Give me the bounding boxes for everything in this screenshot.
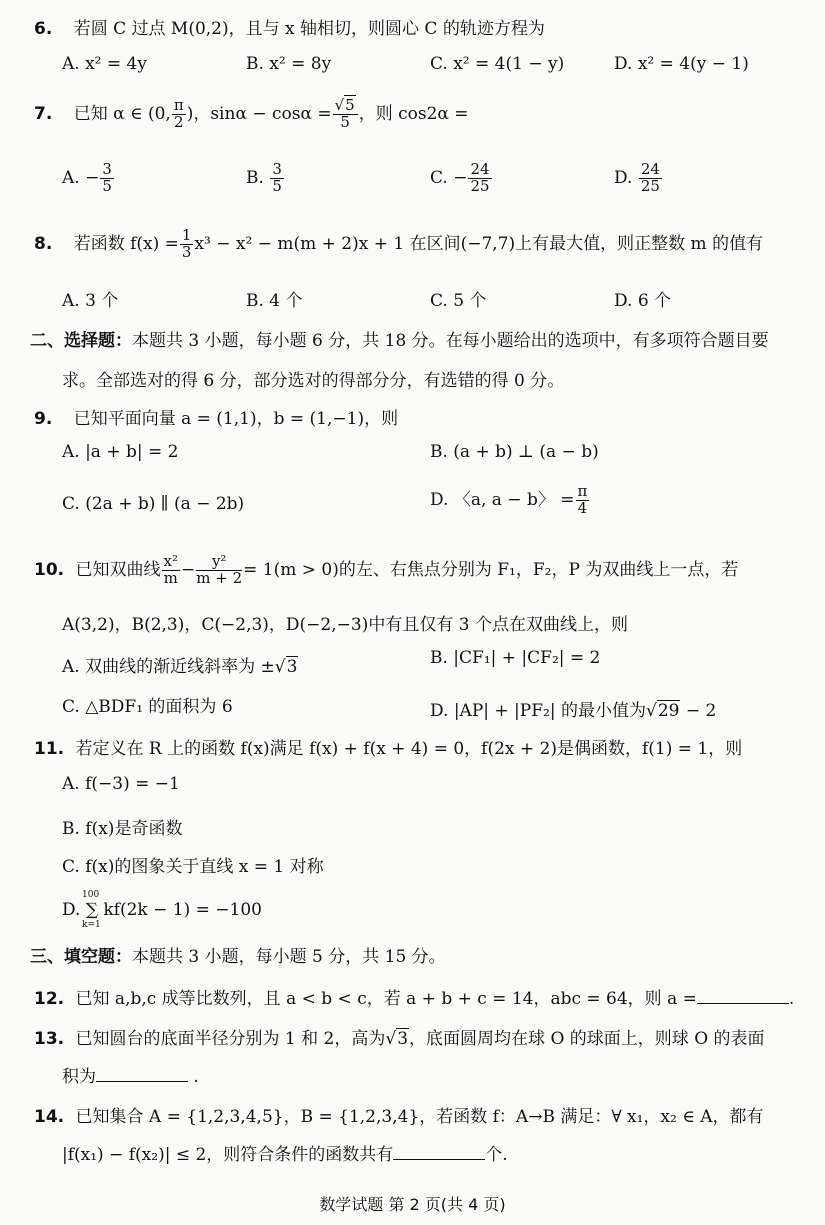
question-stem-part: )，sinα − cosα =: [186, 103, 332, 124]
question-stem-part: ，则 cos2α =: [358, 103, 469, 124]
pi-over-4: [576, 484, 590, 517]
option-fraction: [100, 162, 114, 195]
denominator: 3: [181, 242, 192, 261]
radicand: 3: [397, 1029, 409, 1049]
question-14: [34, 1102, 764, 1127]
q11-option-b: B. f(x)是奇函数: [62, 819, 183, 839]
option-text: D. 〈a, a − b〉 =: [430, 489, 575, 510]
question-stem-part: |f(x₁) − f(x₂)| ≤ 2，则符合条件的函数共有: [62, 1145, 394, 1165]
option-label: B.: [246, 167, 264, 188]
q11-option-d: [62, 900, 262, 920]
q8-option-a: A. 3 个: [62, 291, 119, 311]
section-title: 三、填空题：: [30, 947, 132, 967]
question-stem-part: x³ − x² − m(m + 2)x + 1 在区间(−7,7)上有最大值，则正整数 m 的值有: [194, 233, 764, 254]
question-stem: 若定义在 R 上的函数 f(x)满足 f(x) + f(x + 4) = 0，f(2x + 2)是偶函数，f(1) = 1，则: [75, 739, 743, 759]
radicand: 3: [286, 657, 298, 677]
option-text: − 2: [680, 701, 717, 721]
option-fraction: [639, 162, 662, 195]
question-9: [34, 404, 398, 429]
answer-blank[interactable]: [393, 1159, 485, 1160]
q7-option-c: [430, 162, 493, 195]
question-stem: 已知集合 A = {1,2,3,4,5}，B = {1,2,3,4}，若函数 f：A→B 满足：∀ x₁，x₂ ∈ A，都有: [75, 1107, 764, 1127]
sum-lower-limit: k=1: [82, 920, 101, 930]
denominator: 25: [470, 176, 490, 195]
radicand: 29: [657, 701, 680, 721]
q7-option-b: [246, 162, 285, 195]
numerator: 24: [640, 160, 660, 178]
section-title: 二、选择题：: [30, 331, 132, 351]
question-stem-part: 已知双曲线: [75, 559, 161, 580]
section-2-instructions-cont: 求。全部选对的得 6 分，部分选对的得部分分，有选错的得 0 分。: [62, 371, 565, 391]
question-stem-part: 已知圆台的底面半径分别为 1 和 2，高为: [75, 1029, 386, 1049]
q9-option-c: C. (2a + b) ∥ (a − 2b): [62, 494, 245, 514]
question-number: 12.: [34, 989, 65, 1009]
question-stem-part: ，底面圆周均在球 O 的球面上，则球 O 的表面: [409, 1029, 765, 1049]
option-sign: −: [85, 167, 100, 188]
question-number: 7.: [34, 103, 53, 124]
numerator: π: [577, 482, 588, 500]
section-instructions: 本题共 3 小题，每小题 6 分，共 18 分。在每小题给出的选项中，有多项符合题目要: [132, 331, 769, 351]
numerator: 3: [102, 160, 112, 178]
numerator: x²: [163, 552, 179, 570]
q10-option-c: C. △BDF₁ 的面积为 6: [62, 697, 233, 717]
q14-line-2: [62, 1140, 508, 1165]
question-stem-part: 积为: [62, 1067, 96, 1087]
page-footer: 数学试题 第 2 页(共 4 页): [319, 1195, 506, 1214]
q6-option-a: A. x² = 4y: [62, 54, 147, 74]
q8-option-b: B. 4 个: [246, 291, 303, 311]
q11-option-a: A. f(−3) = −1: [62, 774, 180, 794]
question-number: 9.: [34, 409, 53, 429]
denominator: 25: [640, 176, 660, 195]
question-stem: 若圆 C 过点 M(0,2)，且与 x 轴相切，则圆心 C 的轨迹方程为: [73, 19, 545, 39]
numerator: π: [173, 96, 184, 114]
sum-upper-limit: 100: [82, 890, 100, 900]
question-12: [34, 984, 794, 1009]
numerator: y²: [196, 554, 242, 571]
one-third: [180, 228, 194, 261]
minus-sign: −: [181, 559, 196, 580]
question-10: [34, 554, 738, 587]
numerator: 3: [272, 160, 282, 178]
question-6: [34, 14, 545, 39]
option-text: D. |AP| + |PF₂| 的最小值为: [430, 701, 646, 721]
question-end: .: [193, 1067, 199, 1087]
numerator: 1: [181, 226, 192, 244]
q10-option-b: B. |CF₁| + |CF₂| = 2: [430, 648, 601, 668]
question-stem-part: = 1(m > 0)的左、右焦点分别为 F₁，F₂，P 为双曲线上一点，若: [243, 559, 739, 580]
section-2-heading: [30, 326, 769, 351]
question-8: [34, 228, 763, 261]
q9-option-d: [430, 484, 590, 517]
section-instructions: 本题共 3 小题，每小题 5 分，共 15 分。: [132, 947, 446, 967]
option-label: A.: [62, 167, 80, 188]
q11-option-c: C. f(x)的图象关于直线 x = 1 对称: [62, 857, 324, 877]
option-fraction: [468, 162, 491, 195]
denominator: 5: [272, 176, 282, 195]
x2-over-m: [162, 554, 180, 587]
y2-over-m-plus-2: [196, 554, 242, 587]
question-stem-part: 已知 α ∈ (0,: [73, 103, 171, 124]
q6-option-c: C. x² = 4(1 − y): [430, 54, 565, 74]
option-fraction: [270, 162, 284, 195]
option-label: D.: [614, 167, 633, 188]
denominator: m: [163, 568, 178, 587]
radicand: 5: [345, 96, 355, 114]
option-label: C.: [430, 167, 448, 188]
q10-stem-line-2: A(3,2)，B(2,3)，C(−2,3)，D(−2,−3)中有且仅有 3 个点在双曲线上，则: [62, 615, 628, 635]
denominator: 5: [102, 176, 112, 195]
answer-blank[interactable]: [697, 1003, 789, 1004]
question-stem-part: 若函数 f(x) =: [73, 233, 179, 254]
question-7: [34, 98, 469, 131]
question-13: 13. 已知圆台的底面半径分别为 1 和 2，高为√3，底面圆周均在球 O 的球面上，则球 O 的表面: [34, 1029, 765, 1049]
q9-option-b: B. (a + b) ⊥ (a − b): [430, 442, 599, 462]
question-number: 11.: [34, 739, 65, 759]
q6-option-d: D. x² = 4(y − 1): [614, 54, 749, 74]
q7-option-a: [62, 162, 115, 195]
section-3-heading: [30, 942, 446, 967]
denominator: 2: [174, 112, 184, 131]
denominator: 4: [577, 498, 588, 517]
q8-option-d: D. 6 个: [614, 291, 672, 311]
denominator: m + 2: [196, 568, 243, 587]
question-11: [34, 734, 742, 759]
root5-over-5: [333, 98, 358, 131]
question-end: .: [788, 989, 795, 1009]
numerator: 24: [470, 160, 490, 178]
q13-line-2: [62, 1062, 199, 1087]
question-number: 14.: [34, 1107, 65, 1127]
q10-option-a: A. 双曲线的渐近线斜率为 ±√3: [62, 657, 298, 677]
question-stem: 已知 a,b,c 成等比数列，且 a < b < c，若 a + b + c = 14，abc = 64，则 a =: [75, 989, 697, 1009]
q10-option-d: D. |AP| + |PF₂| 的最小值为√29 − 2: [430, 701, 717, 721]
question-number: 8.: [34, 233, 53, 254]
q9-option-a: A. |a + b| = 2: [62, 442, 179, 462]
option-sign: −: [453, 167, 468, 188]
q8-option-c: C. 5 个: [430, 291, 487, 311]
numerator: √5: [333, 98, 358, 115]
q7-option-d: [614, 162, 663, 195]
question-number: 10.: [34, 559, 65, 580]
answer-blank[interactable]: [96, 1081, 188, 1082]
question-stem: 已知平面向量 a = (1,1)，b = (1,−1)，则: [73, 409, 399, 429]
option-text: A. 双曲线的渐近线斜率为 ±: [62, 657, 275, 677]
pi-over-2: [172, 98, 186, 131]
denominator: 5: [340, 112, 350, 131]
question-end: 个.: [485, 1145, 508, 1165]
q6-option-b: B. x² = 8y: [246, 54, 332, 74]
question-number: 6.: [34, 19, 53, 39]
question-number: 13.: [34, 1029, 65, 1049]
option-text: D. ∑ kf(2k − 1) = −100: [62, 900, 262, 920]
